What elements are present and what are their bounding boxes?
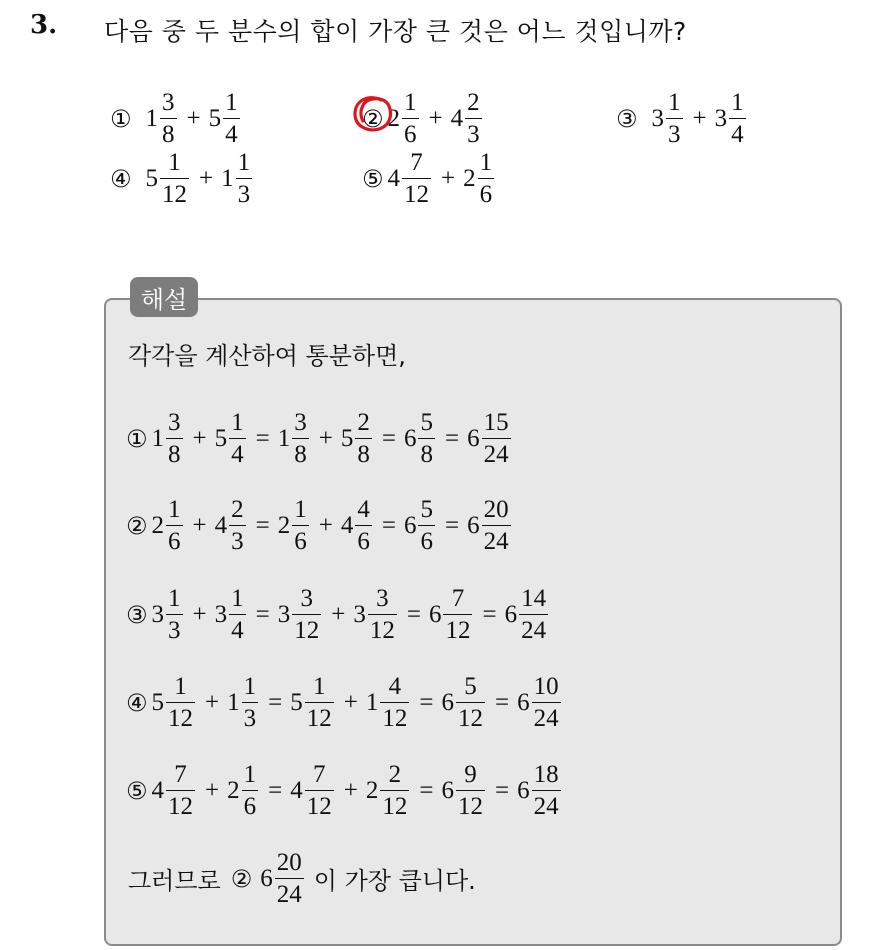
fraction-denominator: 12	[380, 702, 409, 731]
whole-number: 5	[214, 424, 228, 452]
whole-number: 4	[290, 776, 303, 804]
fraction-denominator: 3	[242, 702, 259, 731]
whole-number: 6	[441, 776, 454, 804]
fraction-numerator: 1	[243, 761, 257, 788]
plus-sign: +	[186, 104, 201, 132]
equation-row-4	[126, 674, 563, 731]
fraction	[418, 410, 435, 467]
equals-sign: =	[381, 511, 396, 539]
fraction-denominator: 3	[166, 614, 183, 643]
fraction-numerator: 5	[420, 409, 433, 436]
fraction-denominator: 6	[478, 178, 495, 207]
fraction-numerator: 7	[410, 149, 423, 176]
fraction-denominator: 12	[456, 790, 485, 819]
whole-number: 6	[467, 511, 480, 539]
fraction	[456, 674, 485, 731]
whole-number: 4	[387, 164, 401, 192]
fraction-numerator: 1	[237, 149, 251, 176]
row-number: ④	[126, 688, 148, 717]
fraction-numerator: 7	[174, 761, 187, 788]
plus-sign: +	[205, 776, 220, 804]
whole-number: 2	[151, 511, 165, 539]
whole-number: 5	[145, 164, 159, 192]
whole-number: 2	[365, 776, 379, 804]
equation-row-2	[126, 497, 513, 554]
fraction-denominator: 8	[355, 438, 372, 467]
conclusion-mark: ②	[230, 864, 253, 893]
fraction-numerator: 1	[168, 149, 181, 176]
fraction	[229, 586, 246, 643]
fraction-numerator: 1	[404, 89, 417, 116]
whole-number: 1	[365, 688, 379, 716]
fraction	[223, 90, 240, 147]
fraction-denominator: 12	[292, 614, 321, 643]
whole-number: 6	[403, 511, 417, 539]
fraction	[418, 497, 435, 554]
option-5	[362, 150, 496, 207]
fraction	[532, 762, 561, 819]
fraction-numerator: 1	[731, 89, 744, 116]
fraction-numerator: 1	[312, 673, 326, 700]
fraction-denominator: 24	[532, 790, 561, 819]
option-3	[616, 90, 748, 147]
fraction	[729, 90, 746, 147]
equals-sign: =	[381, 424, 396, 452]
fraction-numerator: 1	[225, 89, 238, 116]
conclusion	[128, 850, 476, 907]
equals-sign: =	[255, 600, 270, 628]
equals-sign: =	[255, 511, 270, 539]
fraction	[229, 497, 246, 554]
fraction	[465, 90, 482, 147]
fraction	[402, 150, 431, 207]
fraction	[532, 674, 561, 731]
fraction	[166, 762, 195, 819]
fraction-denominator: 3	[236, 178, 253, 207]
whole-number: 6	[441, 688, 454, 716]
fraction-numerator: 1	[243, 673, 257, 700]
equals-sign: =	[268, 776, 283, 804]
whole-number: 1	[227, 688, 240, 716]
fraction-numerator: 1	[174, 673, 187, 700]
fraction	[666, 90, 683, 147]
fraction-numerator: 2	[357, 409, 370, 436]
fraction-numerator: 5	[420, 496, 433, 523]
fraction-numerator: 1	[231, 409, 244, 436]
fraction-denominator: 12	[380, 790, 409, 819]
plus-sign: +	[318, 424, 333, 452]
fraction-denominator: 24	[532, 702, 561, 731]
equation-row-3	[126, 586, 550, 643]
fraction-denominator: 6	[402, 118, 419, 147]
whole-number: 1	[277, 424, 291, 452]
fraction-numerator: 1	[168, 585, 181, 612]
fraction-denominator: 6	[242, 790, 259, 819]
equals-sign: =	[494, 776, 510, 804]
fraction-numerator: 1	[668, 89, 681, 116]
equation-row-5	[126, 762, 563, 819]
fraction-denominator: 12	[443, 614, 472, 643]
fraction	[402, 90, 419, 147]
fraction-numerator: 20	[276, 849, 302, 876]
fraction	[482, 497, 511, 554]
explanation-tag: 해설	[130, 277, 198, 317]
fraction	[443, 586, 472, 643]
fraction	[166, 497, 183, 554]
fraction-denominator: 12	[166, 790, 195, 819]
fraction-denominator: 4	[729, 118, 746, 147]
fraction-numerator: 3	[376, 585, 389, 612]
row-number: ①	[126, 424, 148, 453]
fraction	[456, 762, 485, 819]
fraction-denominator: 3	[229, 525, 246, 554]
fraction-numerator: 2	[467, 89, 480, 116]
fraction-numerator: 1	[231, 585, 244, 612]
fraction-numerator: 4	[357, 496, 370, 523]
fraction-denominator: 24	[519, 614, 548, 643]
fraction	[380, 674, 409, 731]
fraction-numerator: 2	[388, 761, 402, 788]
equals-sign: =	[444, 511, 460, 539]
fraction-numerator: 4	[388, 673, 402, 700]
plus-sign: +	[192, 600, 207, 628]
fraction-numerator: 3	[168, 409, 181, 436]
fraction	[229, 410, 246, 467]
fraction	[242, 674, 259, 731]
fraction	[292, 410, 309, 467]
fraction-numerator: 3	[162, 89, 175, 116]
fraction	[292, 586, 321, 643]
plus-sign: +	[199, 164, 214, 192]
plus-sign: +	[441, 164, 456, 192]
equals-sign: =	[494, 688, 510, 716]
fraction	[166, 410, 183, 467]
equals-sign: =	[444, 424, 460, 452]
fraction-denominator: 12	[368, 614, 397, 643]
row-number: ⑤	[126, 776, 148, 805]
fraction-denominator: 6	[418, 525, 435, 554]
fraction-denominator: 4	[229, 438, 246, 467]
fraction-denominator: 4	[229, 614, 246, 643]
conclusion-prefix: 그러므로	[128, 867, 221, 895]
fraction	[368, 586, 397, 643]
fraction-denominator: 24	[482, 525, 511, 554]
fraction-denominator: 24	[275, 878, 304, 907]
plus-sign: +	[343, 776, 358, 804]
whole-number: 5	[151, 688, 165, 716]
fraction-denominator: 12	[456, 702, 485, 731]
whole-number: 4	[340, 511, 354, 539]
whole-number: 1	[145, 104, 159, 132]
fraction	[292, 497, 309, 554]
whole-number: 3	[214, 600, 228, 628]
question-text: 다음 중 두 분수의 합이 가장 큰 것은 어느 것입니까?	[104, 17, 687, 46]
conclusion-whole: 6	[260, 864, 273, 892]
whole-number: 3	[651, 104, 665, 132]
conclusion-fraction	[275, 850, 304, 907]
fraction-numerator: 15	[483, 409, 509, 436]
whole-number: 3	[151, 600, 165, 628]
option-number: ④	[110, 164, 132, 193]
whole-number: 5	[208, 104, 222, 132]
fraction-numerator: 3	[300, 585, 313, 612]
whole-number: 4	[450, 104, 464, 132]
plus-sign: +	[428, 104, 443, 132]
whole-number: 6	[428, 600, 442, 628]
whole-number: 2	[463, 164, 476, 192]
fraction	[160, 150, 189, 207]
fraction	[305, 762, 334, 819]
whole-number: 6	[403, 424, 417, 452]
whole-number: 1	[151, 424, 165, 452]
fraction	[355, 497, 372, 554]
whole-number: 5	[290, 688, 303, 716]
option-4	[110, 150, 254, 207]
explanation-intro: 각각을 계산하여 통분하면,	[128, 342, 406, 370]
fraction-numerator: 7	[312, 761, 326, 788]
fraction-numerator: 9	[464, 761, 477, 788]
plus-sign: +	[692, 104, 707, 132]
fraction	[478, 150, 495, 207]
whole-number: 5	[340, 424, 354, 452]
fraction-numerator: 10	[533, 673, 559, 700]
whole-number: 6	[504, 600, 518, 628]
whole-number: 6	[517, 688, 530, 716]
fraction-denominator: 6	[292, 525, 309, 554]
fraction	[242, 762, 259, 819]
plus-sign: +	[343, 688, 358, 716]
equation-row-1	[126, 410, 513, 467]
whole-number: 6	[517, 776, 530, 804]
row-number: ③	[126, 600, 148, 629]
option-number: ⑤	[362, 164, 384, 193]
fraction	[482, 410, 511, 467]
fraction-denominator: 6	[166, 525, 183, 554]
equals-sign: =	[268, 688, 283, 716]
equals-sign: =	[482, 600, 497, 628]
fraction-denominator: 12	[402, 178, 431, 207]
plus-sign: +	[192, 424, 207, 452]
whole-number: 1	[221, 164, 234, 192]
equals-sign: =	[419, 688, 434, 716]
whole-number: 3	[277, 600, 291, 628]
fraction-denominator: 24	[482, 438, 511, 467]
fraction-denominator: 12	[166, 702, 195, 731]
fraction-numerator: 1	[294, 496, 307, 523]
fraction-numerator: 14	[521, 585, 547, 612]
whole-number: 2	[277, 511, 291, 539]
fraction-denominator: 12	[305, 702, 334, 731]
fraction	[160, 90, 177, 147]
equals-sign: =	[255, 424, 270, 452]
fraction-denominator: 8	[418, 438, 435, 467]
fraction-denominator: 6	[355, 525, 372, 554]
option-1	[110, 90, 242, 147]
plus-sign: +	[318, 511, 333, 539]
fraction	[355, 410, 372, 467]
fraction	[519, 586, 548, 643]
fraction	[380, 762, 409, 819]
fraction	[166, 586, 183, 643]
option-number: ③	[616, 104, 638, 133]
question-number: 3.	[30, 10, 58, 40]
conclusion-suffix: 이 가장 큽니다.	[313, 867, 476, 895]
fraction-numerator: 2	[231, 496, 244, 523]
whole-number: 4	[151, 776, 165, 804]
whole-number: 3	[714, 104, 728, 132]
option-2	[362, 90, 484, 147]
fraction-denominator: 3	[666, 118, 683, 147]
equals-sign: =	[419, 776, 434, 804]
row-number: ②	[126, 511, 148, 540]
fraction	[166, 674, 195, 731]
fraction	[236, 150, 253, 207]
fraction-denominator: 8	[166, 438, 183, 467]
option-number: ①	[110, 104, 132, 133]
plus-sign: +	[331, 600, 346, 628]
equals-sign: =	[406, 600, 421, 628]
whole-number: 2	[387, 104, 401, 132]
fraction-numerator: 3	[294, 409, 307, 436]
option-number: ②	[362, 104, 384, 133]
fraction-numerator: 18	[533, 761, 559, 788]
fraction-numerator: 1	[479, 149, 493, 176]
fraction-denominator: 12	[160, 178, 189, 207]
fraction-numerator: 20	[483, 496, 509, 523]
fraction-numerator: 1	[168, 496, 181, 523]
plus-sign: +	[205, 688, 220, 716]
fraction-denominator: 3	[465, 118, 482, 147]
whole-number: 3	[353, 600, 366, 628]
fraction-numerator: 7	[451, 585, 465, 612]
whole-number: 2	[227, 776, 240, 804]
fraction-denominator: 8	[160, 118, 177, 147]
whole-number: 4	[214, 511, 228, 539]
fraction-denominator: 12	[305, 790, 334, 819]
fraction-numerator: 5	[464, 673, 477, 700]
fraction-denominator: 8	[292, 438, 309, 467]
fraction-denominator: 4	[223, 118, 240, 147]
whole-number: 6	[467, 424, 480, 452]
fraction	[305, 674, 334, 731]
plus-sign: +	[192, 511, 207, 539]
